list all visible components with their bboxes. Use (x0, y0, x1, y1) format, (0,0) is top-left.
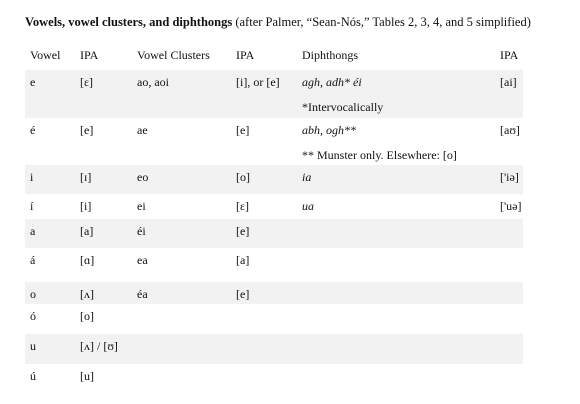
vowel-cell: u (25, 334, 75, 364)
vowel-cell: í (30, 199, 34, 213)
diphthong-cell (297, 364, 495, 390)
table-row (25, 70, 523, 118)
cluster-ipa-cell (231, 364, 297, 390)
cluster-ipa-cell: [e] (236, 123, 250, 137)
cluster-cell (132, 364, 231, 390)
table-row (25, 364, 523, 390)
table-row (25, 334, 523, 364)
vowel-cell: i (25, 165, 75, 194)
cluster-cell: ea (137, 253, 148, 267)
table-row (25, 248, 523, 282)
cluster-cell: ao, aoi (132, 70, 231, 118)
ipa-cell: [ʌ] / [ʊ] (75, 334, 132, 364)
ipa-cell: [ɑ] (80, 253, 95, 267)
diphthong-ipa-cell (495, 304, 523, 334)
diphthong-cell (297, 165, 495, 194)
table-row (25, 118, 523, 165)
ipa-cell: [ɪ] (75, 165, 132, 194)
table-row (25, 282, 523, 304)
vowel-cell: o (25, 282, 75, 304)
header-ipa: IPA (500, 48, 519, 62)
diphthong-text: agh, adh* éi (302, 75, 362, 89)
ipa-cell: [u] (80, 369, 94, 383)
ipa-cell: [a] (75, 219, 132, 248)
diphthong-ipa-cell: [aʊ] (500, 123, 520, 137)
cluster-cell: ei (137, 199, 146, 213)
ipa-cell: [e] (80, 123, 94, 137)
cluster-ipa-cell: [ɛ] (236, 199, 250, 213)
header-diphthongs: Diphthongs (302, 48, 359, 62)
vowel-table (25, 42, 523, 390)
diphthong-cell (297, 118, 495, 165)
cluster-cell: éi (132, 219, 231, 248)
cluster-cell: eo (132, 165, 231, 194)
header-vowel-clusters: Vowel Clusters (137, 48, 210, 62)
vowel-cell: á (30, 253, 36, 267)
cluster-cell (132, 304, 231, 334)
table-row (25, 304, 523, 334)
ipa-cell: [i] (80, 199, 92, 213)
diphthong-ipa-cell (495, 219, 523, 248)
cluster-ipa-cell (231, 304, 297, 334)
diphthong-note: ** Munster only. Elsewhere: [o] (302, 148, 457, 162)
header-ipa: IPA (236, 48, 255, 62)
vowel-cell: a (25, 219, 75, 248)
diphthong-ipa-cell (495, 282, 523, 304)
table-caption (25, 15, 531, 30)
caption-rest: (after Palmer, “Sean-Nós,” Tables 2, 3, 4, and 5 simplified) (232, 15, 531, 29)
diphthong-ipa-cell (495, 364, 523, 390)
diphthong-cell (297, 304, 495, 334)
diphthong-cell (297, 334, 495, 364)
cluster-ipa-cell: [e] (231, 282, 297, 304)
diphthong-ipa-cell: ['uə] (500, 199, 522, 213)
diphthong-cell (297, 194, 495, 219)
vowel-cell: é (30, 123, 36, 137)
diphthong-ipa-cell: [ai] (495, 70, 523, 118)
diphthong-cell (297, 282, 495, 304)
caption-bold: Vowels, vowel clusters, and diphthongs (25, 15, 233, 29)
vowel-cell: ú (30, 369, 36, 383)
header-ipa: IPA (80, 48, 99, 62)
ipa-cell: [o] (80, 309, 94, 323)
diphthong-cell (297, 248, 495, 282)
cluster-cell: ae (137, 123, 148, 137)
cluster-cell (132, 334, 231, 364)
diphthong-ipa-cell: ['iə] (495, 165, 523, 194)
cluster-cell: éa (132, 282, 231, 304)
table-row (25, 194, 523, 219)
diphthong-text: ia (302, 170, 312, 184)
cluster-ipa-cell: [i], or [e] (231, 70, 297, 118)
diphthong-text: abh, ogh** (302, 123, 356, 137)
cluster-ipa-cell: [o] (231, 165, 297, 194)
vowel-cell: ó (30, 309, 36, 323)
diphthong-ipa-cell (495, 334, 523, 364)
diphthong-cell (297, 219, 495, 248)
header-vowel: Vowel (30, 48, 61, 62)
table-row (25, 165, 523, 194)
diphthong-note: *Intervocalically (302, 100, 384, 114)
table-row (25, 219, 523, 248)
cluster-ipa-cell: [a] (236, 253, 250, 267)
ipa-cell: [ʌ] (75, 282, 132, 304)
vowel-cell: e (25, 70, 75, 118)
header-row (25, 42, 523, 70)
diphthong-cell (297, 70, 495, 118)
ipa-cell: [ɛ] (75, 70, 132, 118)
diphthong-ipa-cell (495, 248, 523, 282)
cluster-ipa-cell (231, 334, 297, 364)
cluster-ipa-cell: [e] (231, 219, 297, 248)
diphthong-text: ua (302, 199, 314, 213)
